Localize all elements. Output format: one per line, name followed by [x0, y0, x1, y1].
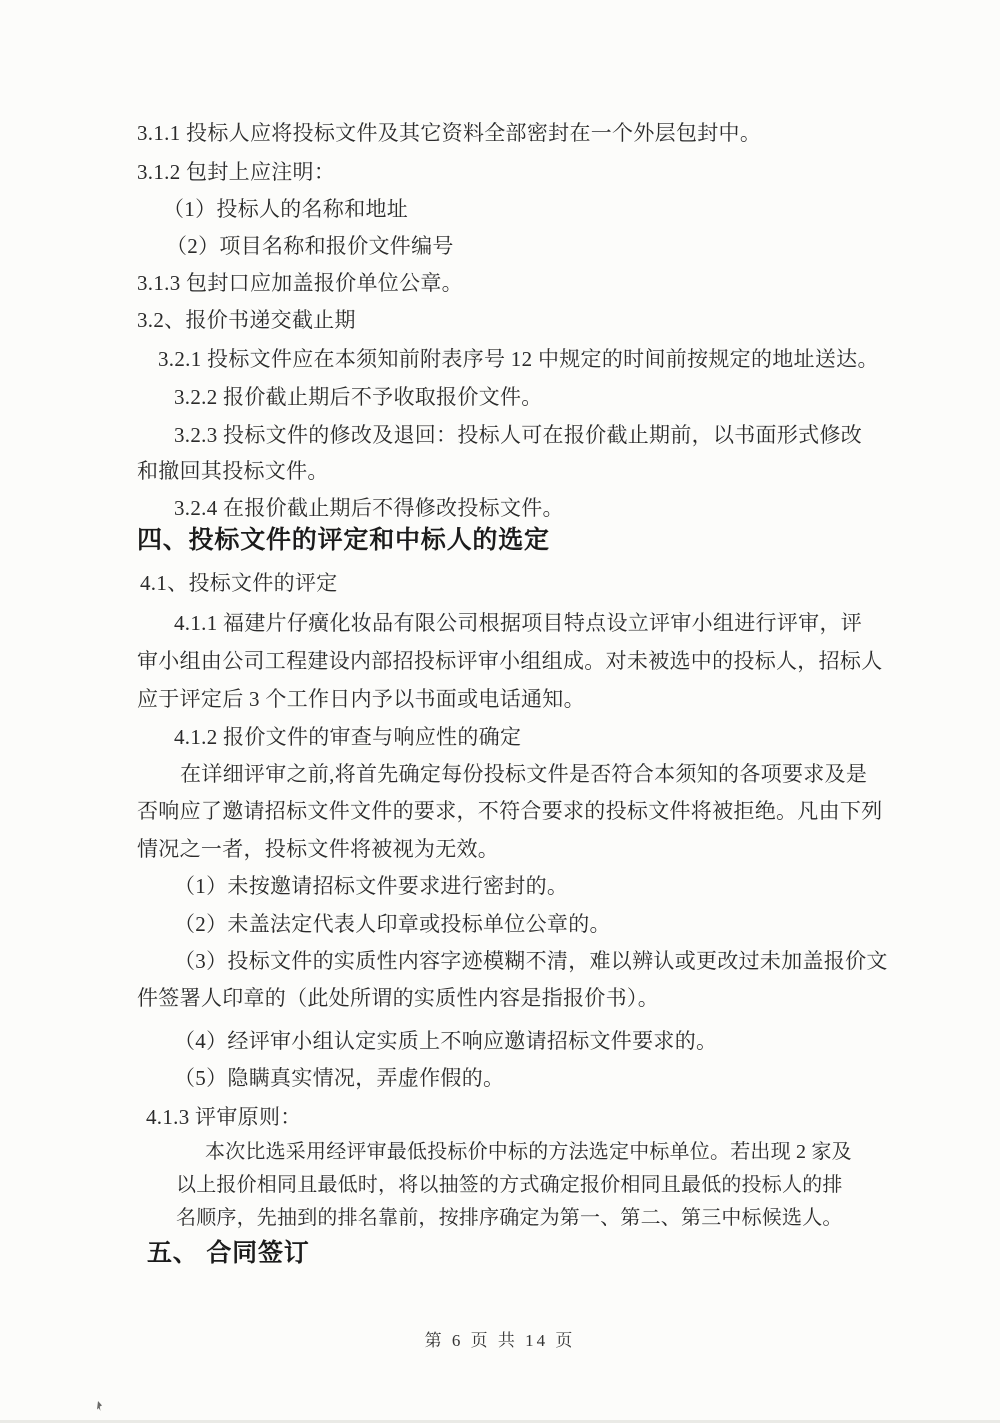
- clause-3-2-3-line-1: 3.2.3 投标文件的修改及退回：投标人可在报价截止期前，以书面形式修改: [174, 423, 863, 447]
- clause-3-2-3-line-2: 和撤回其投标文件。: [137, 459, 329, 483]
- section-heading-5: 五、 合同签订: [147, 1239, 310, 1267]
- invalid-bid-item-1: （1）未按邀请招标文件要求进行密封的。: [174, 874, 569, 898]
- section-heading-4: 四、投标文件的评定和中标人的选定: [137, 526, 550, 554]
- clause-4-1-title: 4.1、投标文件的评定: [140, 571, 338, 595]
- clause-4-1-2-para-line-3: 情况之一者，投标文件将被视为无效。: [137, 837, 500, 861]
- clause-4-1-2-title: 4.1.2 报价文件的审查与响应性的确定: [174, 725, 522, 749]
- clause-4-1-2-para-line-2: 否响应了邀请招标文件文件的要求，不符合要求的投标文件将被拒绝。凡由下列: [137, 799, 883, 823]
- clause-4-1-3-title: 4.1.3 评审原则：: [146, 1105, 302, 1129]
- clause-3-1-2-item-1: （1）投标人的名称和地址: [163, 197, 409, 221]
- clause-4-1-2-para-line-1: 在详细评审之前,将首先确定每份投标文件是否符合本须知的各项要求及是: [180, 762, 868, 786]
- clause-3-1-1: 3.1.1 投标人应将投标文件及其它资料全部密封在一个外层包封中。: [137, 121, 762, 145]
- clause-3-2-2: 3.2.2 报价截止期后不予收取报价文件。: [174, 385, 543, 409]
- invalid-bid-item-3-line-2: 件签署人印章的（此处所谓的实质性内容是指报价书）。: [137, 986, 659, 1010]
- invalid-bid-item-5: （5）隐瞒真实情况，弄虚作假的。: [174, 1066, 505, 1090]
- scan-speck-artifact: [97, 1401, 102, 1411]
- clause-3-1-2-item-2: （2）项目名称和报价文件编号: [166, 234, 454, 258]
- clause-4-1-1-line-2: 审小组由公司工程建设内部招投标评审小组组成。对未被选中的投标人，招标人: [137, 649, 883, 673]
- page-number: 第 6 页 共 14 页: [424, 1331, 576, 1350]
- clause-3-1-2: 3.1.2 包封上应注明：: [137, 160, 336, 184]
- clause-3-1-3: 3.1.3 包封口应加盖报价单位公章。: [137, 271, 463, 295]
- clause-3-2-title: 3.2、报价书递交截止期: [137, 308, 356, 332]
- invalid-bid-item-3-line-1: （3）投标文件的实质性内容字迹模糊不清，难以辨认或更改过未加盖报价文: [174, 949, 888, 973]
- invalid-bid-item-4: （4）经评审小组认定实质上不响应邀请招标文件要求的。: [174, 1029, 718, 1053]
- invalid-bid-item-2: （2）未盖法定代表人印章或投标单位公章的。: [174, 912, 611, 936]
- clause-3-2-1: 3.2.1 投标文件应在本须知前附表序号 12 中规定的时间前按规定的地址送达。: [158, 347, 879, 371]
- clause-4-1-1-line-3: 应于评定后 3 个工作日内予以书面或电话通知。: [137, 687, 585, 711]
- clause-4-1-1-line-1: 4.1.1 福建片仔癀化妆品有限公司根据项目特点设立评审小组进行评审，评: [174, 611, 863, 635]
- clause-4-1-3-para-line-1: 本次比选采用经评审最低投标价中标的方法选定中标单位。若出现 2 家及: [205, 1141, 852, 1163]
- clause-3-2-4: 3.2.4 在报价截止期后不得修改投标文件。: [174, 496, 564, 520]
- clause-4-1-3-para-line-3: 名顺序，先抽到的排名靠前，按排序确定为第一、第二、第三中标候选人。: [176, 1207, 843, 1229]
- clause-4-1-3-para-line-2: 以上报价相同且最低时，将以抽签的方式确定报价相同且最低的投标人的排: [176, 1174, 843, 1196]
